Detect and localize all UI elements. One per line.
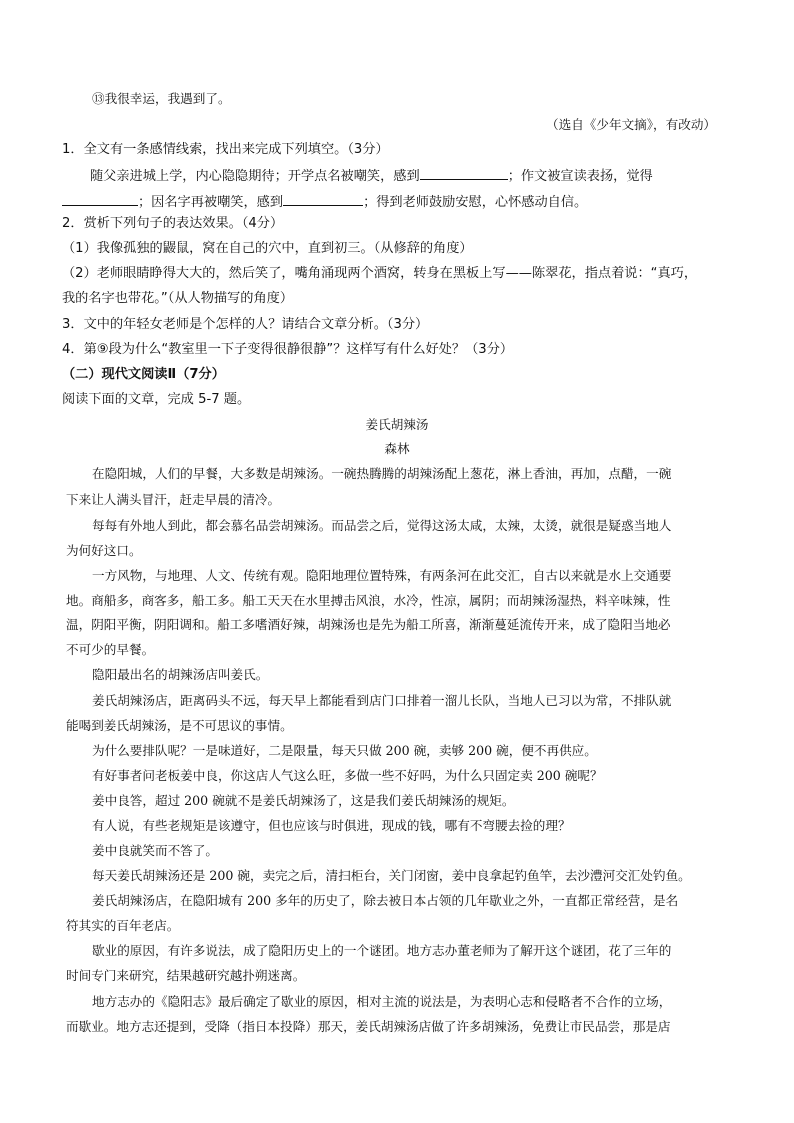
section-instruction: 阅读下面的文章，完成 5-7 题。 [62, 392, 251, 407]
section-heading: （二）现代文阅读Ⅱ（7分） [62, 367, 225, 382]
article-line: 隐阳最出名的胡辣汤店叫姜氏。 [92, 667, 269, 682]
question-1: 1．全文有一条感情线索，找出来完成下列填空。（3分） [62, 142, 389, 157]
question-2-item-2-cont: 我的名字也带花。”（从人物描写的角度） [62, 291, 294, 306]
q1-text-d: ；得到老师鼓励安慰，心怀感动自信。 [363, 195, 588, 210]
question-2-item-2: （2）老师眼睛睁得大大的，然后笑了，嘴角涌现两个酒窝，转身在黑板上写——陈翠花，指点着说：“真巧， [62, 266, 698, 281]
answer-blank-1[interactable] [420, 165, 508, 180]
article-title: 姜氏胡辣汤 [365, 417, 429, 432]
question-1-fill-line-2 [62, 191, 587, 212]
article-line: 有好事者问老板姜中良，你这店人气这么旺，多做一些不好吗，为什么只固定卖 200 碗呢？ [92, 768, 603, 783]
answer-blank-3[interactable] [283, 191, 363, 206]
article-line: 能喝到姜氏胡辣汤，是不可思议的事情。 [66, 718, 293, 733]
article-author: 森林 [384, 441, 410, 456]
article-line: 一方风物，与地理、人文、传统有观。隐阳地理位置特殊，有两条河在此交汇，自古以来就是水上交通要 [92, 568, 672, 583]
article-line: 姜氏胡辣汤店，在隐阳城有 200 多年的历史了，除去被日本占领的几年歇业之外，一直都正常经营，是名 [92, 893, 679, 908]
article-line: 地。商船多，商客多，船工多。船工天天在水里搏击风浪，水冷，性凉，属阴；而胡辣汤湿热，料辛味辣，性 [66, 593, 671, 608]
article-line: 姜中良答，超过 200 碗就不是姜氏胡辣汤了，这是我们姜氏胡辣汤的规矩。 [92, 793, 515, 808]
article-line: 为什么要排队呢？一是味道好，二是限量，每天只做 200 碗，卖够 200 碗，便不再供应。 [92, 743, 597, 758]
article-line: 有人说，有些老规矩是该遵守，但也应该与时俱进，现成的钱，哪有不弯腰去捡的理？ [92, 818, 571, 833]
article-line: 时间专门来研究，结果越研究越扑朔迷离。 [66, 968, 306, 983]
article-line: 而歇业。地方志还提到，受降（指日本投降）那天，姜氏胡辣汤店做了许多胡辣汤，免费让市民品尝，那是店 [66, 1019, 671, 1034]
q1-text-c: ；因名字再被嘲笑，感到 [138, 195, 284, 210]
article-line: 符其实的百年老店。 [66, 918, 180, 933]
answer-blank-2[interactable] [62, 191, 138, 206]
article-line: 姜中良就笑而不答了。 [92, 843, 218, 858]
article-line: 歇业的原因，有许多说法，成了隐阳历史上的一个谜团。地方志办董老师为了解开这个谜团，花了三年的 [92, 943, 672, 958]
article-line: 姜氏胡辣汤店，距离码头不远，每天早上都能看到店门口排着一溜儿长队，当地人已习以为常，不排队就 [92, 693, 672, 708]
q1-text-a: 随父亲进城上学，内心隐隐期待；开学点名被嘲笑，感到 [90, 169, 420, 184]
article-line: 地方志办的《隐阳志》最后确定了歇业的原因，相对主流的说法是，为表明心志和侵略者不合作的立场， [92, 994, 672, 1009]
article-line: 每天姜氏胡辣汤还是 200 碗，卖完之后，清扫柜台，关门闭窗，姜中良拿起钓鱼竿，去沙澧河交汇处钓鱼。 [92, 868, 691, 883]
article-line: 每每有外地人到此，都会慕名品尝胡辣汤。而品尝之后，觉得这汤太咸，太辣，太烫，就很是疑惑当地人 [92, 518, 672, 533]
article-line: 为何好这口。 [66, 543, 142, 558]
article-line: 在隐阳城，人们的早餐，大多数是胡辣汤。一碗热腾腾的胡辣汤配上葱花，淋上香油，再加，点醋，一碗 [92, 466, 672, 481]
q1-text-b: ；作文被宣读表扬，觉得 [507, 169, 653, 184]
question-2-item-1: （1）我像孤独的鼹鼠，窝在自己的穴中，直到初三。（从修辞的角度） [62, 241, 473, 256]
article-line: 温，阴阳平衡，阴阳调和。船工多嗜酒好辣，胡辣汤也是先为船工所喜，渐渐蔓延流传开来，成了隐阳当地必 [66, 617, 671, 632]
question-1-fill-line-1 [90, 165, 653, 186]
source-citation: （选自《少年文摘》，有改动） [546, 117, 717, 132]
question-2: 2．赏析下列句子的表达效果。（4分） [62, 216, 284, 231]
story-final-line: ⑬我很幸运，我遇到了。 [92, 91, 231, 106]
question-3: 3．文中的年轻女老师是个怎样的人？请结合文章分析。（3分） [62, 317, 429, 332]
article-line: 下来让人满头冒汗，赶走早晨的清冷。 [66, 492, 281, 507]
article-line: 不可少的早餐。 [66, 642, 155, 657]
question-4: 4．第⑨段为什么“教室里一下子变得很静很静”？这样写有什么好处？（3分） [62, 342, 514, 357]
